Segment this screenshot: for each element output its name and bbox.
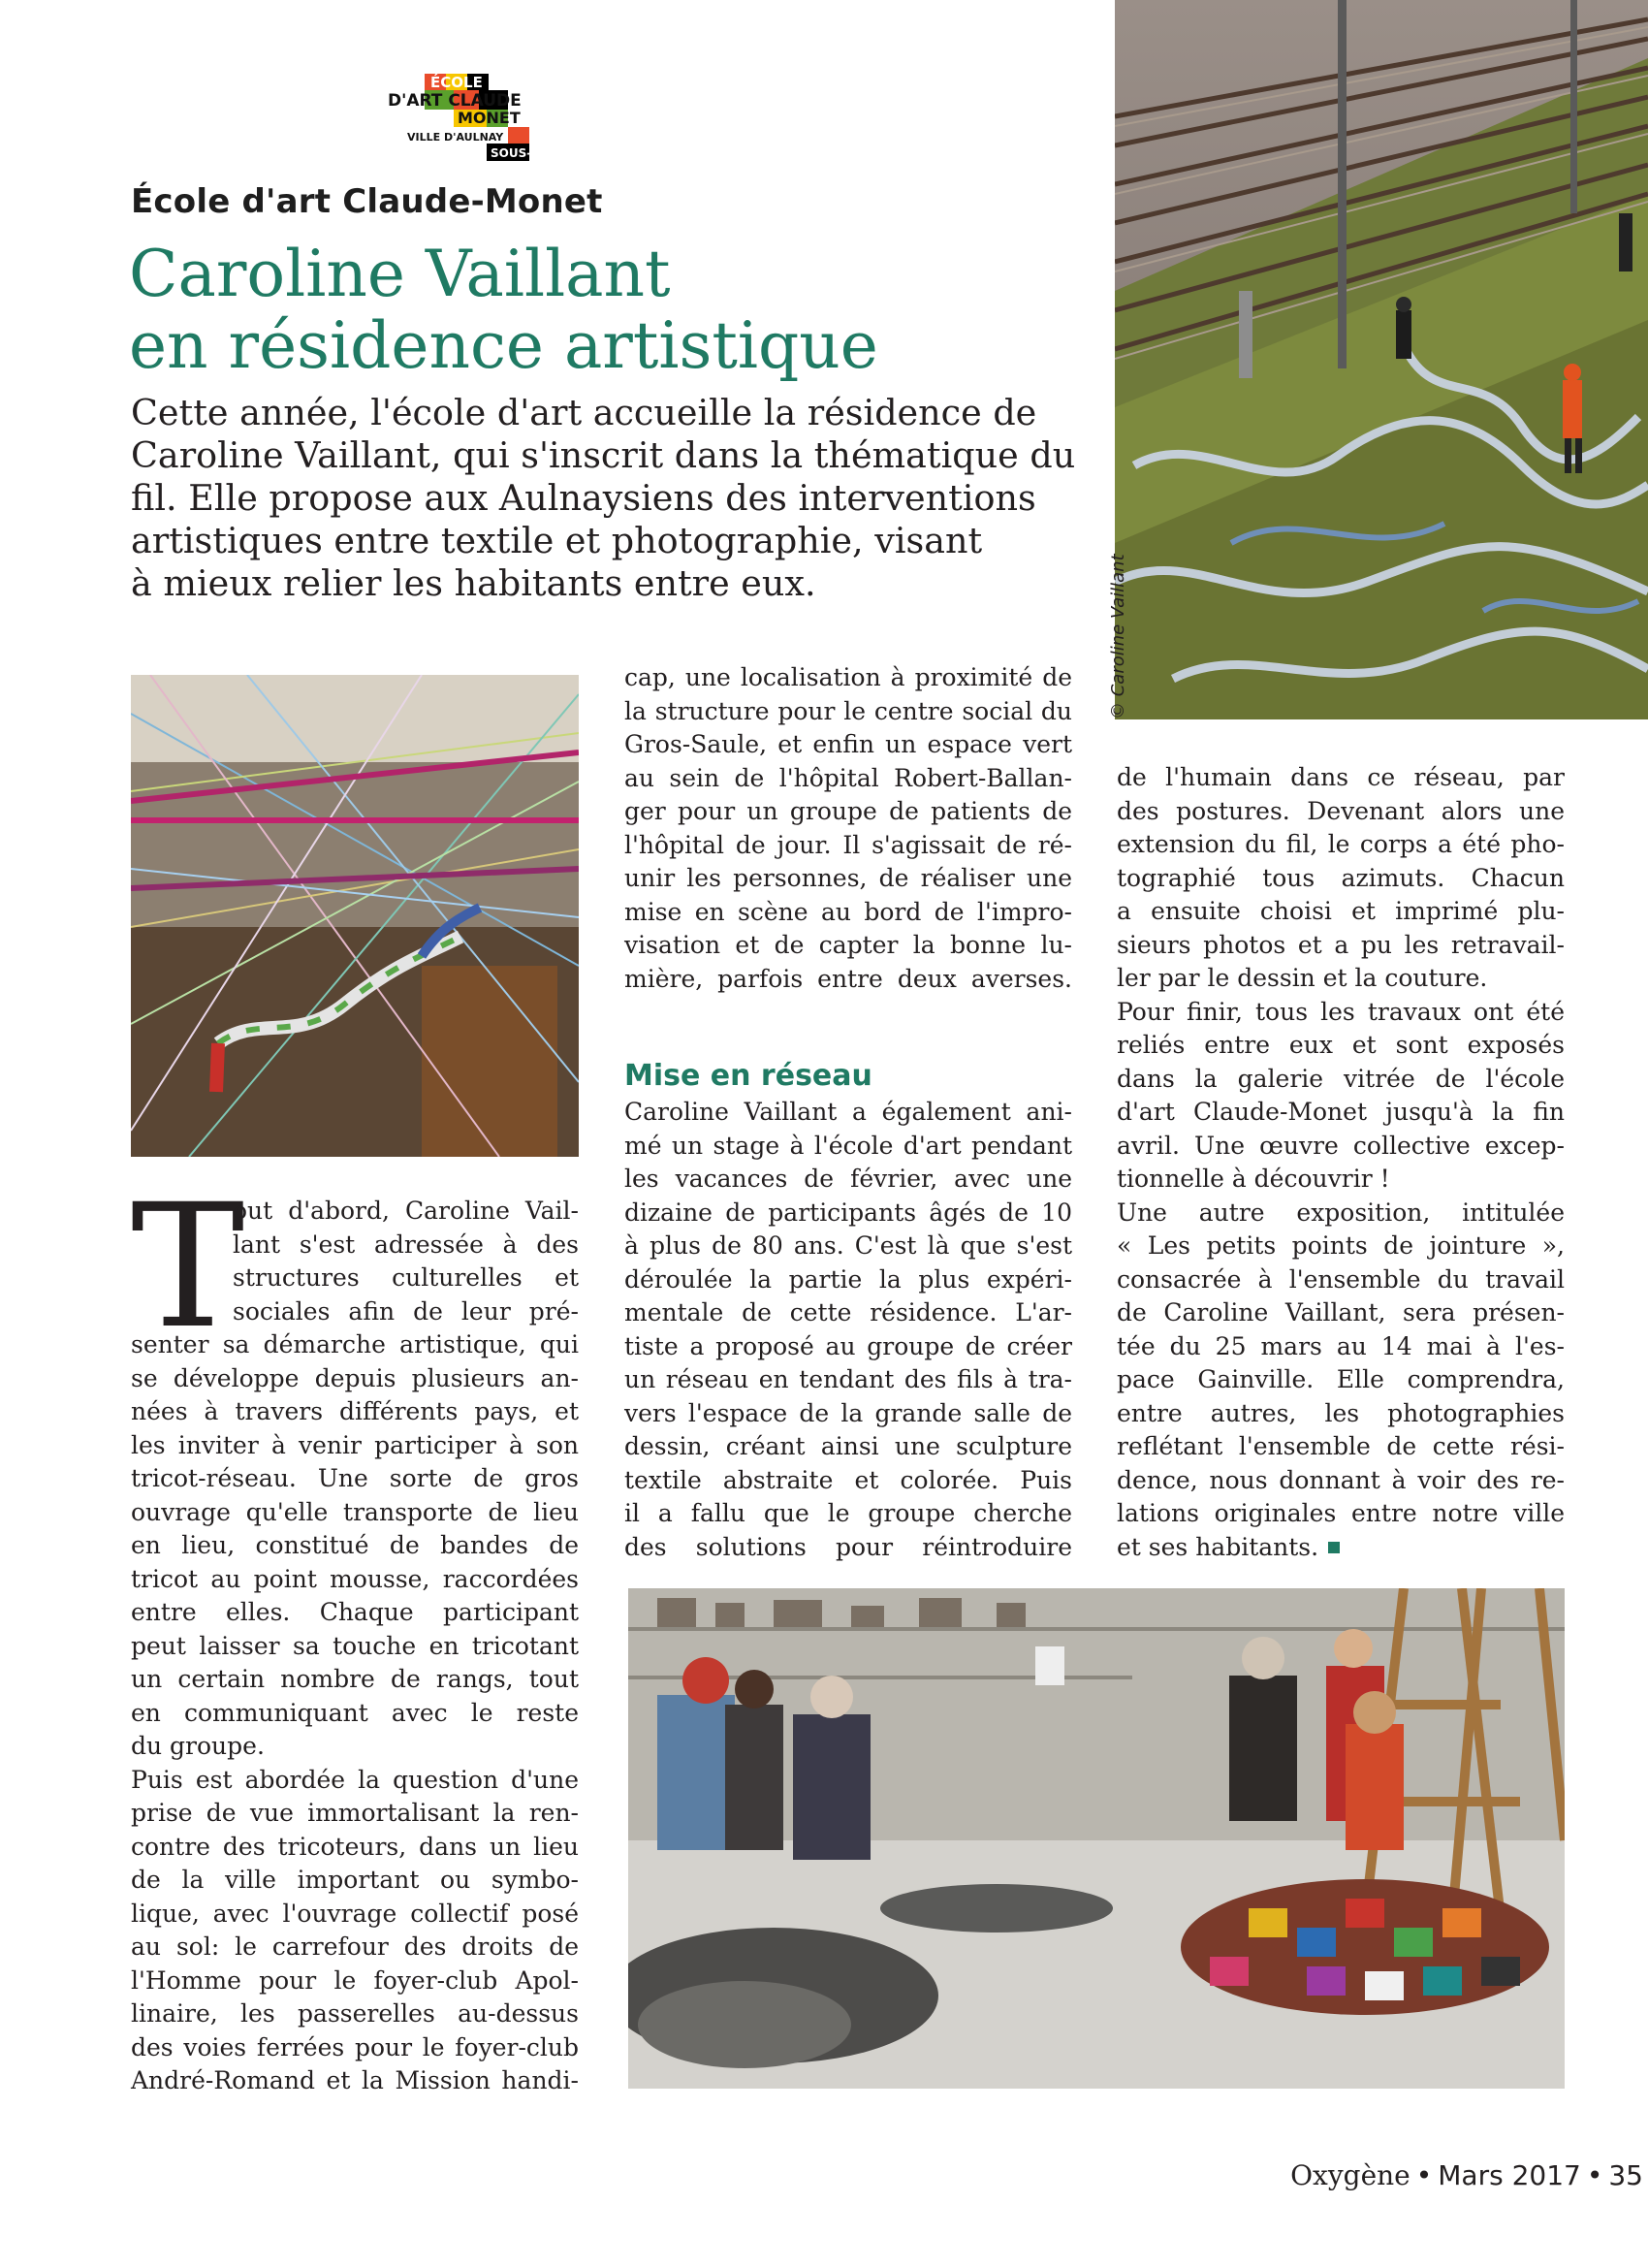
logo-line1: ÉCOLE <box>430 74 483 91</box>
text-line: Puis est abordée la question d'une <box>131 1765 579 1794</box>
logo-line2: D'ART CLAUDE <box>388 91 522 111</box>
text-line: « Les petits points de jointure », <box>1117 1231 1565 1260</box>
text-line: d'art Claude-Monet jusqu'à la fin <box>1117 1098 1565 1126</box>
text-line: de Caroline Vaillant, sera présen- <box>1117 1298 1565 1326</box>
text-line: dessin, créant ainsi une sculpture <box>624 1432 1072 1460</box>
school-logo <box>386 74 566 163</box>
text-line: ouvrage qu'elle transporte de lieu <box>131 1497 579 1526</box>
text-line: sociales afin de leur pré- <box>233 1296 579 1326</box>
text-line: contre des tricoteurs, dans un lieu <box>131 1832 579 1861</box>
text-line: tée du 25 mars au 14 mai à l'es- <box>1117 1331 1565 1360</box>
text-line: lique, avec l'ouvrage collectif posé <box>131 1899 579 1928</box>
text-line: la structure pour le centre social du <box>624 696 1072 725</box>
text-line: Pour finir, tous les travaux ont été <box>1117 997 1565 1026</box>
text-line: prise de vue immortalisant la ren- <box>131 1799 579 1827</box>
text-line: de la ville important ou symbo- <box>131 1866 579 1894</box>
magazine-name: Oxygène <box>1290 2159 1410 2191</box>
separator-dot: • <box>1415 2159 1433 2191</box>
text-line: tiste a proposé au groupe de créer <box>624 1331 1072 1360</box>
text-line: a ensuite choisi et imprimé plu- <box>1117 897 1565 925</box>
end-of-article-mark <box>1328 1542 1340 1553</box>
text-line: au sein de l'hôpital Robert-Ballan- <box>624 763 1072 792</box>
text-line: extension du fil, le corps a été pho- <box>1117 830 1565 858</box>
text-line: out d'abord, Caroline Vail- <box>233 1197 579 1225</box>
text-line: dence, nous donnant à voir des re- <box>1117 1465 1565 1494</box>
text-line: reflétant l'ensemble de cette rési- <box>1117 1432 1565 1460</box>
column-1 <box>131 1167 579 2098</box>
text-line: mise en scène au bord de l'impro- <box>624 897 1072 926</box>
text-line: mentale de cette résidence. L'ar- <box>624 1298 1072 1326</box>
text-line: ler par le dessin et la couture. <box>1117 964 1488 992</box>
column-2-top <box>624 661 1072 996</box>
logo-line4: VILLE D'AULNAY <box>407 131 504 144</box>
text-line: en lieu, constitué de bandes de <box>131 1531 579 1559</box>
section-subhead: Mise en réseau <box>624 1059 872 1093</box>
text-line: linaire, les passerelles au-dessus <box>131 1999 579 2028</box>
text-line: tricot au point mousse, raccordées <box>131 1564 579 1593</box>
text-line: tographié tous azimuts. Chacun <box>1117 863 1565 892</box>
text-line: Gros-Saule, et enfin un espace vert <box>624 730 1072 758</box>
column-3 <box>1117 761 1565 1564</box>
text-line: mière, parfois entre deux averses. <box>624 964 1072 993</box>
title-line: en résidence artistique <box>129 308 878 383</box>
lead-line: Cette année, l'école d'art accueille la résidence de <box>131 392 1037 433</box>
text-line: unir les personnes, de réaliser une <box>624 864 1072 892</box>
text-line: un réseau en tendant des fils à tra- <box>624 1365 1072 1393</box>
text-line: en communiquant avec le reste <box>131 1698 579 1727</box>
text-line: mé un stage à l'école d'art pendant <box>624 1131 1072 1160</box>
logo-line3: MONET <box>458 109 521 127</box>
lead-line: artistiques entre textile et photographie, visant <box>131 520 983 561</box>
column-2-bottom <box>624 1096 1072 1564</box>
text-line: pace Gainville. Elle comprendra, <box>1117 1365 1565 1393</box>
text-line: consacrée à l'ensemble du travail <box>1117 1264 1565 1294</box>
text-line: l'Homme pour le foyer-club Apol- <box>131 1965 579 1995</box>
drop-cap: T <box>131 1167 245 1366</box>
text-line: structures culturelles et <box>233 1263 579 1292</box>
text-line: l'hôpital de jour. Il s'agissait de ré- <box>624 830 1072 859</box>
text-line: de l'humain dans ce réseau, par <box>1117 763 1565 791</box>
lead-line: à mieux relier les habitants entre eux. <box>131 562 816 604</box>
text-line: il a fallu que le groupe cherche <box>624 1499 1072 1527</box>
text-line: avril. Une œuvre collective excep- <box>1117 1131 1565 1160</box>
logo-line5: SOUS-BOIS <box>491 146 563 160</box>
text-line: nées à travers différents pays, et <box>131 1397 579 1425</box>
text-line: textile abstraite et colorée. Puis <box>624 1465 1072 1494</box>
text-line: lations originales entre notre ville <box>1117 1499 1565 1527</box>
text-line: des postures. Devenant alors une <box>1117 796 1565 825</box>
section-kicker: École d'art Claude-Monet <box>131 182 603 221</box>
text-line: vers l'espace de la grande salle de <box>624 1398 1072 1427</box>
text-line: dans la galerie vitrée de l'école <box>1117 1064 1565 1093</box>
page-number: 35 <box>1608 2159 1643 2191</box>
text-line: les vacances de février, avec une <box>624 1165 1072 1193</box>
text-line: tricot-réseau. Une sorte de gros <box>131 1464 579 1492</box>
text-line: cap, une localisation à proximité de <box>624 663 1072 691</box>
text-line: tionnelle à découvrir ! <box>1117 1165 1390 1193</box>
photo-thread-installation <box>131 675 579 1157</box>
text-line <box>1117 1531 1565 1565</box>
text-line: des solutions pour réintroduire <box>624 1532 1072 1561</box>
text-line: du groupe. <box>131 1732 265 1760</box>
photo-credit <box>1081 495 1128 719</box>
page-footer <box>1207 2159 1643 2191</box>
text-line: Une autre exposition, intitulée <box>1117 1198 1565 1227</box>
text-line: Caroline Vaillant a également ani- <box>624 1098 1072 1126</box>
photo-knitting-workshop <box>628 1588 1565 2089</box>
text-line: André-Romand et la Mission handi- <box>131 2066 579 2094</box>
lead-line: Caroline Vaillant, qui s'inscrit dans la thématique du <box>131 434 1076 476</box>
text-line: au sol: le carrefour des droits de <box>131 1933 579 1961</box>
text-line: lant s'est adressée à des <box>233 1230 579 1259</box>
photo-railway-knitting <box>1115 0 1648 719</box>
text-line: les inviter à venir participer à son <box>131 1430 579 1459</box>
text-line: peut laisser sa touche en tricotant <box>131 1631 579 1660</box>
article-title <box>129 239 1079 382</box>
text-line: ger pour un groupe de patients de <box>624 797 1072 825</box>
text-line: entre elles. Chaque participant <box>131 1598 579 1626</box>
text-line: dizaine de participants âgés de 10 <box>624 1198 1072 1227</box>
text-line: entre autres, les photographies <box>1117 1398 1565 1427</box>
text-line: sieurs photos et a pu les retravail- <box>1117 930 1565 959</box>
issue-date: Mars 2017 <box>1438 2159 1581 2191</box>
lead-line: fil. Elle propose aux Aulnaysiens des interventions <box>131 477 1036 519</box>
separator-dot: • <box>1586 2159 1603 2191</box>
article-lead <box>131 392 1081 605</box>
text-line: senter sa démarche artistique, qui <box>131 1330 579 1358</box>
text-line: se développe depuis plusieurs an- <box>131 1363 579 1392</box>
photo-credit-text: © Caroline Vaillant <box>1108 554 1128 719</box>
text-line: déroulée la partie la plus expéri- <box>624 1264 1072 1294</box>
text-line: visation et de capter la bonne lu- <box>624 931 1072 959</box>
text-line: à plus de 80 ans. C'est là que s'est <box>624 1231 1072 1260</box>
text-line: reliés entre eux et sont exposés <box>1117 1031 1565 1059</box>
title-line: Caroline Vaillant <box>129 237 671 311</box>
text-line: un certain nombre de rangs, tout <box>131 1665 579 1693</box>
text-line-end: et ses habitants. <box>1117 1532 1319 1561</box>
text-line: des voies ferrées pour le foyer-club <box>131 2032 579 2061</box>
